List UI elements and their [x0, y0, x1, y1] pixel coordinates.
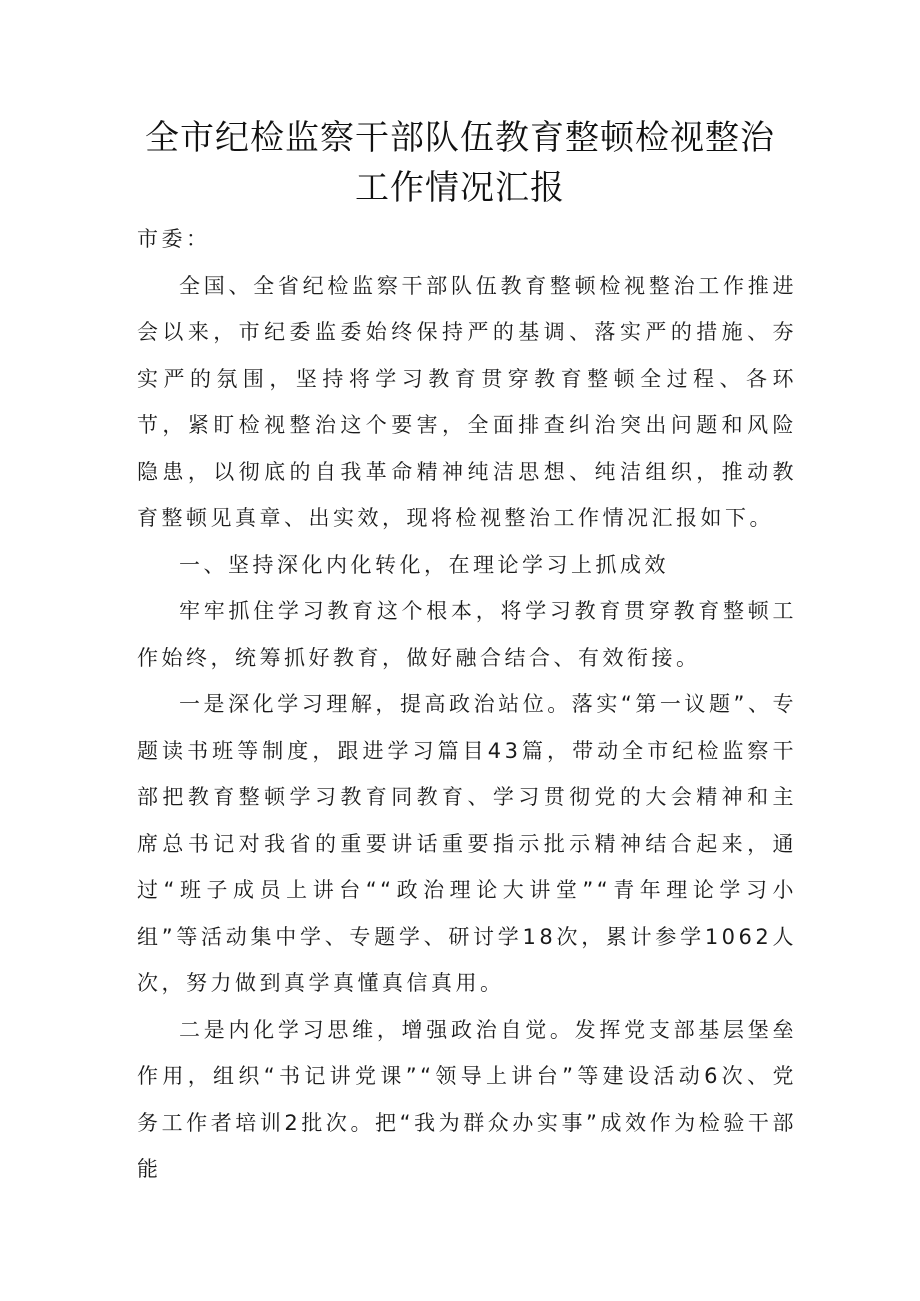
intro-paragraph: 全国、全省纪检监察干部队伍教育整顿检视整治工作推进会以来，市纪委监委始终保持严的基调、落实严的措施、夯实严的氛围，坚持将学习教育贯穿教育整顿全过程、各环节，紧盯检视整治这个要害，全面排查纠治突出问题和风险隐患，以彻底的自我革命精神纯洁思想、纯洁组织，推动教育整顿见真章、出实效，现将检视整治工作情况汇报如下。 [137, 273, 797, 530]
document-title-line-2: 工作情况汇报 [355, 168, 565, 208]
section-heading-1: 一、坚持深化内化转化，在理论学习上抓成效 [179, 552, 669, 577]
document-title-line-1: 全市纪检监察干部队伍教育整顿检视整治 [145, 118, 775, 158]
item-2-paragraph: 二是内化学习思维，增强政治自觉。发挥党支部基层堡垒作用，组织“书记讲党课”“领导上讲台”等建设活动6次、党务工作者培训2批次。把“我为群众办实事”成效作为检验干部能 [137, 1017, 797, 1181]
document-body [137, 216, 797, 1193]
salutation: 市委： [137, 227, 211, 251]
section-1-paragraph: 牢牢抓住学习教育这个根本，将学习教育贯穿教育整顿工作始终，统筹抓好教育，做好融合结合、有效衔接。 [137, 599, 797, 670]
item-1-paragraph: 一是深化学习理解，提高政治站位。落实“第一议题”、专题读书班等制度，跟进学习篇目43篇，带动全市纪检监察干部把教育整顿学习教育同教育、学习贯彻党的大会精神和主席总书记对我省的重要讲话重要指示批示精神结合起来，通过“班子成员上讲台““政治理论大讲堂”“青年理论学习小组”等活动集中学、专题学、研讨学18次，累计参学1062人次，努力做到真学真懂真信真用。 [137, 692, 797, 995]
